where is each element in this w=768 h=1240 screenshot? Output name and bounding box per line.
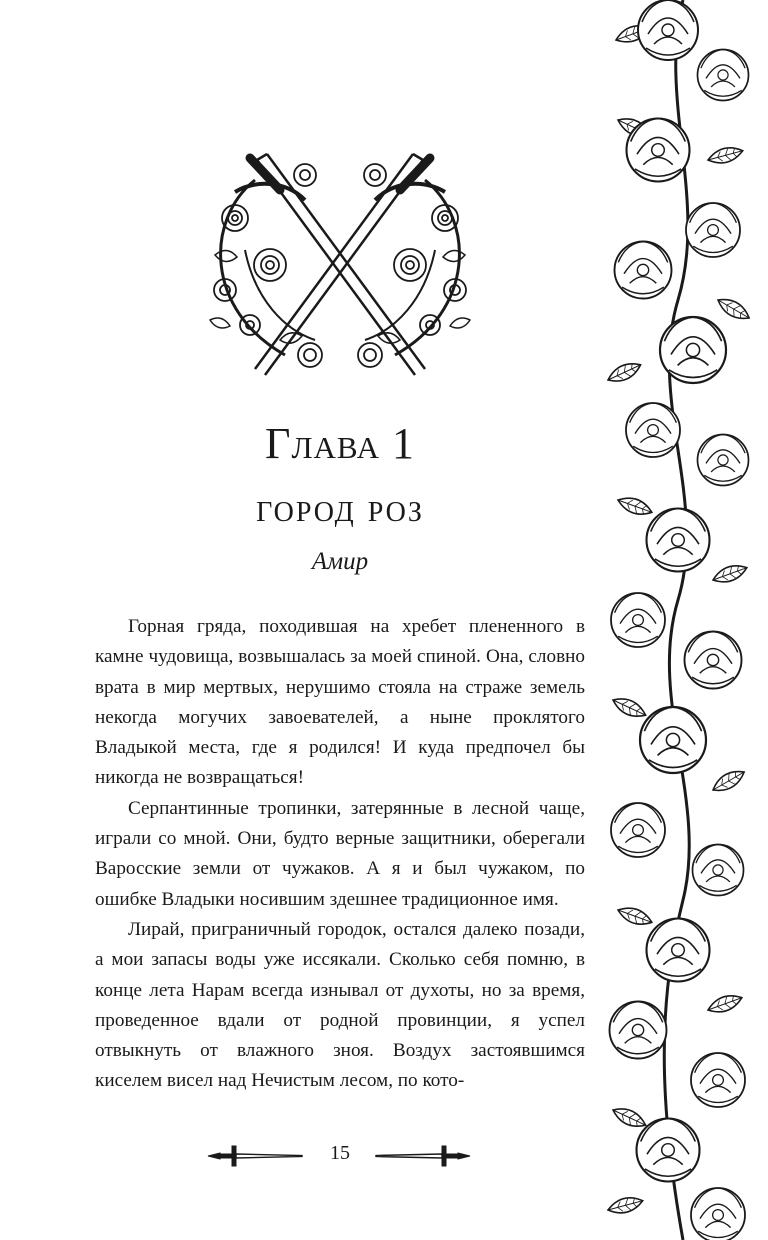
chapter-body [95,612,585,1097]
chapter-number: Глава 1 [265,419,415,468]
floral-peony-border-icon [598,0,768,1240]
paragraph: Горная гряда, походившая на хребет плененного в камне чудовища, возвышалась за моей спиной. Она, словно врата в мир мертвых, нерушимо стояла на страже земель некогда могучих завоевателей, а ныне проклятого Владыкой места, где я родился! И куда предпочел бы никогда не возвращаться! [95,616,585,789]
page-number: 15 [330,1142,350,1164]
chapter-title: город роз [256,485,424,530]
page-footer [200,1138,480,1174]
crossed-swords-rose-wreath-icon [195,140,485,395]
dagger-icon [372,1144,472,1168]
paragraph: Серпантинные тропинки, затерянные в лесной чаще, играли со мной. Они, будто верные защитники, оберегали Варосские земли от чужаков. А я и был чужаком, по ошибке Владыки носившим здешнее традиционное имя. [95,797,585,910]
chapter-pov-character: Амир [311,548,369,575]
paragraph: Лирай, приграничный городок, остался далеко позади, а мои запасы воды уже иссякали. Сколько себя помню, в конце лета Нарам всегда изнывал от духоты, но за время, проведенное вдали от родной провинции, я успел отвыкнуть от влажного зноя. Воздух застоявшимся киселем висел над Нечистым лесом, по кото- [95,918,585,1092]
